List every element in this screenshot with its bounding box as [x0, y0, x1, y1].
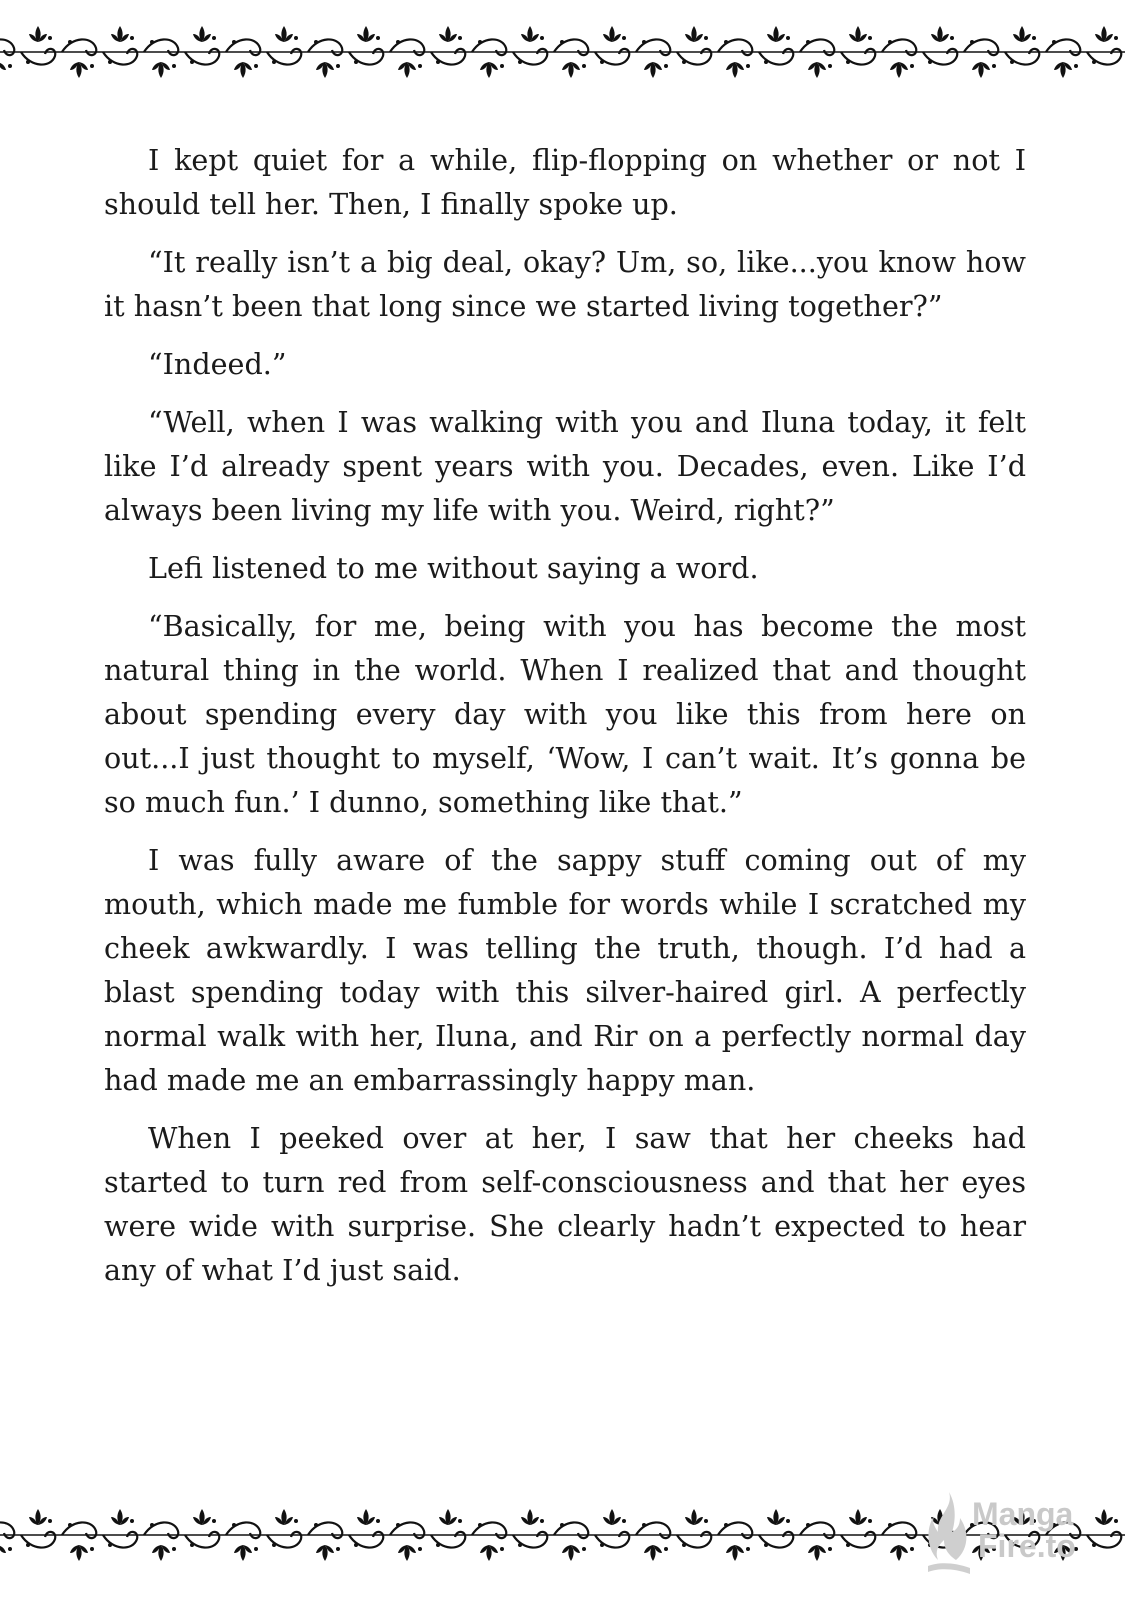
watermark-line-2: Fire.to [978, 1528, 1076, 1564]
paragraph: Lefi listened to me without saying a word. [148, 551, 759, 585]
flame-icon [924, 1488, 974, 1578]
paragraph: “Basically, for me, being with you has become the most natural thing in the world. When I realized that and thought about spending every day with you like this from here on out...I just thought to myself, ‘Wow, I can’t wait. It’s gonna be so much fun.’ I dunno, something like that.” [104, 609, 1026, 819]
top-ornamental-border [0, 22, 1125, 82]
watermark [920, 1478, 1120, 1588]
paragraph: “It really isn’t a big deal, okay? Um, so, like...you know how it hasn’t been that long since we started living together?” [104, 245, 1026, 323]
ornament-pattern [0, 26, 1125, 78]
paragraph: I was fully aware of the sappy stuff coming out of my mouth, which made me fumble for words while I scratched my cheek awkwardly. I was telling the truth, though. I’d had a blast spending today with this silver-haired girl. A perfectly normal walk with her, Iluna, and Rir on a perfectly normal day had made me an embarrassingly happy man. [104, 843, 1026, 1097]
paragraph: I kept quiet for a while, flip-flopping on whether or not I should tell her. Then, I finally spoke up. [104, 143, 1026, 221]
ornament-top-svg [0, 22, 1125, 82]
page-text [104, 138, 1026, 1306]
paragraph: “Well, when I was walking with you and Iluna today, it felt like I’d already spent years with you. Decades, even. Like I’d always been living my life with you. Weird, right?” [104, 405, 1026, 527]
paragraph: “Indeed.” [148, 347, 287, 381]
paragraph: When I peeked over at her, I saw that her cheeks had started to turn red from self-consciousness and that her eyes were wide with surprise. She clearly hadn’t expected to hear any of what I’d just said. [104, 1121, 1026, 1287]
watermark-line-1: Manga [972, 1496, 1074, 1532]
